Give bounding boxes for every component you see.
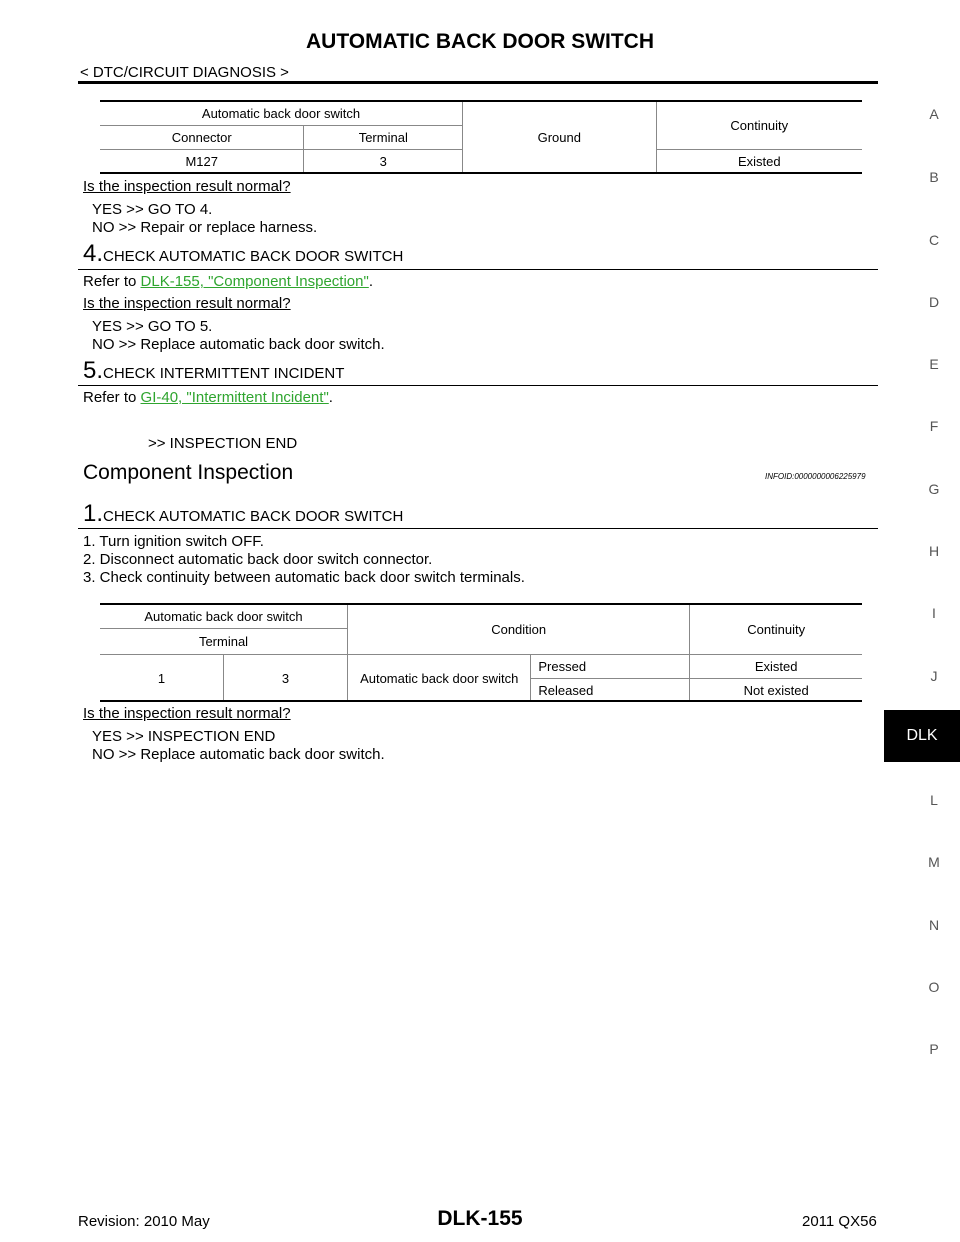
- side-index-g: G: [928, 481, 940, 497]
- component-step-1-heading: [83, 500, 403, 528]
- component-step-1-label: CHECK AUTOMATIC BACK DOOR SWITCH: [103, 508, 404, 525]
- step-5-ref-prefix: Refer to: [83, 389, 141, 406]
- question-1: Is the inspection result normal?: [83, 178, 291, 195]
- table1-connector-value: M127: [100, 150, 304, 174]
- side-index-b: B: [929, 169, 939, 185]
- step-4-number: 4.: [83, 240, 104, 267]
- table1-continuity-header: Continuity: [656, 102, 862, 150]
- table1-group-header: Automatic back door switch: [100, 102, 463, 126]
- table2-group-header: Automatic back door switch: [100, 605, 348, 629]
- footer-revision: Revision: 2010 May: [78, 1213, 210, 1230]
- table1: [100, 102, 862, 173]
- instruction-1: 1. Turn ignition switch OFF.: [83, 533, 264, 550]
- table1-connector-header: Connector: [100, 126, 304, 150]
- table1-continuity-value: Existed: [737, 154, 781, 169]
- step-4-heading: [83, 240, 403, 268]
- intermittent-incident-link[interactable]: GI-40, "Intermittent Incident": [140, 389, 329, 406]
- question-3: Is the inspection result normal?: [83, 705, 291, 722]
- instruction-3: 3. Check continuity between automatic back door switch terminals.: [83, 569, 525, 586]
- component-inspection-title: Component Inspection: [83, 461, 294, 484]
- table1-ground: Ground: [463, 102, 656, 173]
- side-index-o: O: [928, 979, 940, 995]
- table2-bottom-rule: [100, 700, 862, 702]
- question-2: Is the inspection result normal?: [83, 295, 291, 312]
- table2-continuity-header: Continuity: [690, 605, 862, 655]
- inspection-end-1: >> INSPECTION END: [148, 435, 298, 452]
- answer-2-no: NO >> Replace automatic back door switch.: [92, 336, 385, 353]
- page-title: AUTOMATIC BACK DOOR SWITCH: [305, 30, 655, 53]
- table2-terminal-1: 1: [100, 655, 224, 703]
- component-inspection-link[interactable]: DLK-155, "Component Inspection": [140, 273, 369, 290]
- table2-continuity-released: Not existed: [743, 683, 809, 698]
- table2-state-pressed: Pressed: [531, 655, 690, 679]
- step-4-ref-suffix: .: [368, 273, 373, 290]
- answer-3-yes: YES >> INSPECTION END: [92, 728, 276, 745]
- side-index-dlk-tab[interactable]: DLK: [884, 710, 960, 762]
- step-5-label: CHECK INTERMITTENT INCIDENT: [103, 365, 345, 382]
- footer-model: 2011 QX56: [802, 1213, 877, 1230]
- side-index-f: F: [929, 418, 939, 434]
- side-index-h: H: [928, 543, 940, 559]
- side-index-d: D: [928, 294, 940, 310]
- side-index-i: I: [932, 605, 936, 621]
- side-index-l: L: [930, 792, 938, 808]
- side-index-n: N: [928, 917, 940, 933]
- side-index-p: P: [929, 1041, 939, 1057]
- side-index-j: J: [930, 668, 938, 684]
- table2-condition-header: Condition: [348, 605, 690, 655]
- table2-terminal-header: Terminal: [100, 629, 348, 655]
- side-index-m: M: [928, 854, 940, 870]
- header-rule: [78, 81, 878, 84]
- table2-terminal-3: 3: [224, 655, 348, 703]
- answer-1-yes: YES >> GO TO 4.: [92, 201, 213, 218]
- component-step-1-number: 1.: [83, 500, 104, 527]
- answer-2-yes: YES >> GO TO 5.: [92, 318, 213, 335]
- step-4-label: CHECK AUTOMATIC BACK DOOR SWITCH: [103, 248, 404, 265]
- footer-page-number: DLK-155: [437, 1207, 523, 1230]
- info-id: INFOID:0000000006225979: [765, 472, 866, 481]
- table2-state-released: Released: [531, 679, 690, 703]
- step-5-rule: [78, 385, 878, 386]
- table1-terminal-value: 3: [304, 150, 463, 174]
- section-breadcrumb: < DTC/CIRCUIT DIAGNOSIS >: [80, 64, 289, 81]
- table2: [100, 605, 862, 702]
- table1-terminal-header: Terminal: [304, 126, 463, 150]
- instruction-2: 2. Disconnect automatic back door switch connector.: [83, 551, 433, 568]
- component-step-1-rule: [78, 528, 878, 529]
- step-5-number: 5.: [83, 357, 104, 384]
- step-5-heading: [83, 357, 344, 385]
- step-5-reference: [83, 389, 333, 407]
- answer-1-no: NO >> Repair or replace harness.: [92, 219, 318, 236]
- table2-condition-label: Automatic back door switch: [348, 655, 531, 703]
- side-index-a: A: [929, 106, 939, 122]
- table1-bottom-rule: [100, 172, 862, 174]
- side-index-c: C: [928, 232, 940, 248]
- step-4-ref-prefix: Refer to: [83, 273, 141, 290]
- answer-3-no: NO >> Replace automatic back door switch.: [92, 746, 385, 763]
- side-index-e: E: [929, 356, 939, 372]
- step-5-ref-suffix: .: [328, 389, 333, 406]
- table2-continuity-pressed: Existed: [690, 655, 862, 679]
- step-4-reference: [83, 273, 373, 291]
- step-4-rule: [78, 269, 878, 270]
